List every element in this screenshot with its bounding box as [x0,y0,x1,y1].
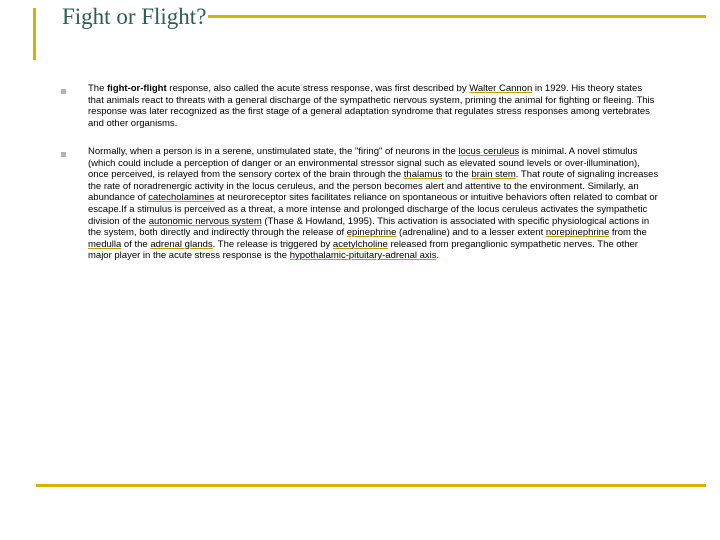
frame-bottom-line [36,484,706,487]
frame-top-line [208,15,706,18]
text-segment: of the [121,238,151,250]
text-segment: response, also called the acute stress response, was first described by [166,83,470,94]
bullet-marker [61,152,66,157]
text-segment: . That route of signaling increases the rate of noradrenergic activity in the locus ceruleus, and the person becomes alert and attentive to the environment. Similarly, an abundance of [88,169,659,204]
hyperlink[interactable]: brain stem [471,169,516,181]
hyperlink[interactable]: acetylcholine [332,238,388,250]
slide-title: Fight or Flight? [62,4,207,29]
hyperlink[interactable]: locus ceruleus [458,146,520,157]
hyperlink[interactable]: epinephrine [346,227,397,239]
text-segment: . [436,250,440,262]
bold-term: fight-or-flight [107,83,167,94]
text-segment: from the [609,227,647,239]
text-segment: (Thase & Howland, 1995). This activation is associated with specific physiological actions in the system, both directly and indirectly through the release of [88,215,650,239]
text-segment: at neuroreceptor sites facilitates reliance on spontaneous or intuitive behaviors often related to combat or escape.If a stimulus is perceived as a threat, a more intense and prolonged discharge of the locus ceruleus activates the sympathetic division of the [88,192,658,227]
text-segment: is minimal. A novel stimulus (which could include a perception of danger or an environmental stressor signal such as elevated sound levels or over-illumination), once perceived, is relayed from the sensory cortex of the brain through the [88,146,640,181]
hyperlink[interactable]: Walter Cannon [469,83,533,94]
text-segment: to the [442,169,472,181]
hyperlink[interactable]: autonomic nervous system [148,215,262,227]
hyperlink[interactable]: catecholamines [148,192,215,204]
bullet-text-1 [88,83,660,129]
text-segment: . The release is triggered by [212,238,333,250]
text-segment: (adrenaline) and to a lesser extent [396,227,546,239]
hyperlink[interactable]: norepinephrine [545,227,610,239]
hyperlink[interactable]: hypothalamic-pituitary-adrenal axis [289,250,437,262]
frame-vertical-line [33,8,36,60]
hyperlink[interactable]: adrenal glands [150,238,213,250]
hyperlink[interactable]: medulla [88,238,122,250]
bullet-text-2 [88,146,660,262]
text-segment: released from preganglionic sympathetic nerves. The other major player in the acute stress response is the [88,238,638,262]
text-segment: Normally, when a person is in a serene, unstimulated state, the "firing" of neurons in the [88,146,459,157]
hyperlink[interactable]: thalamus [403,169,443,181]
bullet-marker [61,89,66,94]
text-segment: in 1929. His theory states that animals react to threats with a general discharge of the sympathetic nervous system, priming the animal for fighting or fleeing. This response was later recognized as the first stage of a general adaptation syndrome that regulates stress responses among vertebrates and other organisms. [88,83,655,129]
text-segment: The [88,83,108,94]
